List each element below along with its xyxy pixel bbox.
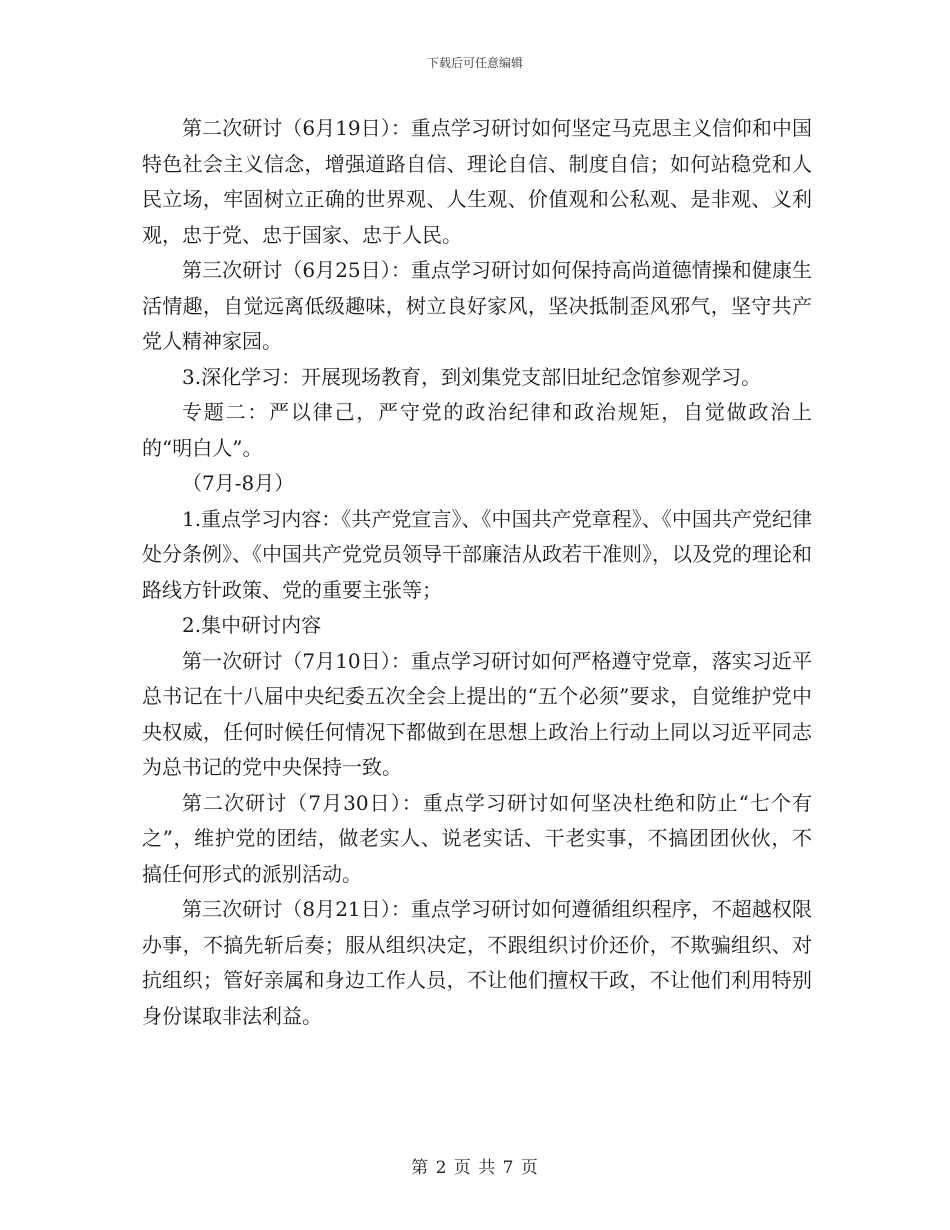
- paragraph-third-discussion-june: 第三次研讨（6月25日）：重点学习研讨如何保持高尚道德情操和健康生活情趣，自觉远离低级趣味，树立良好家风，坚决抵制歪风邪气，坚守共产党人精神家园。: [142, 258, 812, 353]
- page-number: 第 2 页 共 7 页: [411, 1158, 539, 1178]
- paragraph-topic-two-period: （7月-8月）: [182, 471, 295, 495]
- paragraph-deepen-study: 3.深化学习：开展现场教育，到刘集党支部旧址纪念馆参观学习。: [182, 364, 762, 389]
- paragraph-third-discussion-august: 第三次研讨（8月21日）：重点学习研讨如何遵循组织程序，不超越权限办事，不搞先斩后奏；服从组织决定，不跟组织讨价还价，不欺骗组织、对抗组织；管好亲属和身边工作人员，不让他们擅权干政，不让他们利用特别身份谋取非法利益。: [142, 897, 812, 1028]
- paragraph-second-discussion-july: 第二次研讨（7月30日）：重点学习研讨如何坚决杜绝和防止“七个有之”，维护党的团结，做老实人、说老实话、干老实事，不搞团团伙伙，不搞任何形式的派别活动。: [142, 790, 812, 886]
- paragraph-second-discussion-june: 第二次研讨（6月19日）：重点学习研讨如何坚定马克思主义信仰和中国特色社会主义信念，增强道路自信、理论自信、制度自信；如何站稳党和人民立场，牢固树立正确的世界观、人生观、价值观和公私观、是非观、义利观，忠于党、忠于国家、忠于人民。: [142, 116, 812, 247]
- paragraph-first-discussion-july: 第一次研讨（7月10日）：重点学习研讨如何严格遵守党章，落实习近平总书记在十八届中央纪委五次全会上提出的“五个必须”要求，自觉维护党中央权威，任何时候任何情况下都做到在思想上政治上行动上同以习近平同志为总书记的党中央保持一致。: [142, 648, 812, 779]
- paragraph-key-content: 1.重点学习内容：《共产党宣言》、《中国共产党章程》、《中国共产党纪律处分条例》、《中国共产党党员领导干部廉洁从政若干准则》，以及党的理论和路线方针政策、党的重要主张等；: [142, 506, 812, 602]
- header-note: 下载后可任意编辑: [426, 56, 523, 70]
- paragraph-discussion-heading: 2.集中研讨内容: [182, 613, 322, 637]
- paragraph-topic-two: 专题二：严以律己，严守党的政治纪律和政治规矩，自觉做政治上的“明白人”。: [142, 400, 812, 460]
- document-body: [142, 111, 812, 1034]
